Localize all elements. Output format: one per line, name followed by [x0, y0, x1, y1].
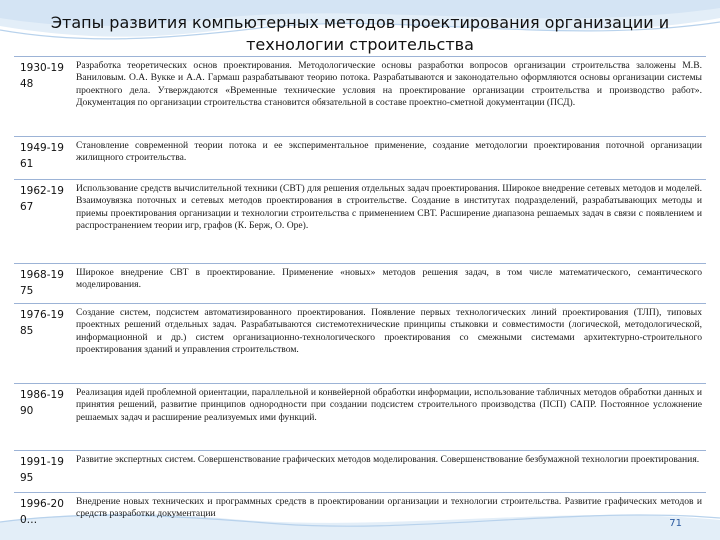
description-cell: Реализация идей проблемной ориентации, параллельной и конвейерной обработки информации, использование табличных методов обработки данных и принятия решений, развитие принципов однородности при создании подсистем строительного производства (ПСП) САПР. Постоянное усложнение решаемых задач и расширение реализуемых ими функций.: [72, 384, 706, 451]
description-cell: Развитие экспертных систем. Совершенствование графических методов моделирования. Совершенствование безбумажной технологии проектирования.: [72, 451, 706, 493]
description-cell: Использование средств вычислительной техники (СВТ) для решения отдельных задач проектирования. Широкое внедрение сетевых методов и моделей. Взаимоувязка поточных и сетевых методов проектирования в строительстве. Создание в институтах подразделений, разрабатывающих методы и приемы проектирования организации и технологии строительства с применением СВТ. Расширение диапазона решаемых задач в связи с появлением и распространением теории игр, графов (К. Берж, О. Оре).: [72, 180, 706, 264]
description-cell: Разработка теоретических основ проектирования. Методологические основы разработки вопросов организации строительства заложены М.В. Ваниловым. О.А. Вукке и А.А. Гармаш разрабатывают теорию потока. Разрабатываются и законодательно оформляются основы организации системы проектного дела. Утверждаются «Временные технические условия на проектирование организации строительства и производство работ». Документация по организации строительства становится обязательной в составе проектно-сметной документации (ПСД).: [72, 57, 706, 137]
table-row: [14, 384, 706, 451]
table-row: [14, 137, 706, 180]
table-row: [14, 493, 706, 529]
period-cell: 1996-20 0…: [14, 493, 72, 529]
table-row: [14, 451, 706, 493]
table-row: [14, 180, 706, 264]
period-cell: 1968-19 75: [14, 264, 72, 304]
description-cell: Становление современной теории потока и ее экспериментальное применение, создание методологии проектирования поточной организации жилищного строительства.: [72, 137, 706, 180]
table-row: [14, 264, 706, 304]
period-cell: 1962-19 67: [14, 180, 72, 264]
slide-title: Этапы развития компьютерных методов проектирования организации и технологии строительства: [50, 13, 670, 54]
page-number: 71: [669, 518, 682, 529]
period-cell: 1949-19 61: [14, 137, 72, 180]
description-cell: Создание систем, подсистем автоматизированного проектирования. Появление первых технологических линий проектирования (ТЛП), типовых проектных решений отдельных задач. Разрабатываются системотехнические принципы стыковки и совместимости (логической, методологической, информационной и др.) систем организационно-технологического проектирования со смежными системами архитектурно-строительного проектирования зданий и управления строительством.: [72, 304, 706, 384]
table-row: [14, 304, 706, 384]
description-cell: Широкое внедрение СВТ в проектирование. Применение «новых» методов решения задач, в том числе математического, семантического моделирования.: [72, 264, 706, 304]
period-cell: 1976-19 85: [14, 304, 72, 384]
period-cell: 1930-19 48: [14, 57, 72, 137]
stages-table: [14, 56, 706, 529]
table-row: [14, 57, 706, 137]
description-cell: Внедрение новых технических и программных средств в проектировании организации и технологии строительства. Развитие графических методов и средств разработки документации: [72, 493, 706, 529]
period-cell: 1986-19 90: [14, 384, 72, 451]
period-cell: 1991-19 95: [14, 451, 72, 493]
